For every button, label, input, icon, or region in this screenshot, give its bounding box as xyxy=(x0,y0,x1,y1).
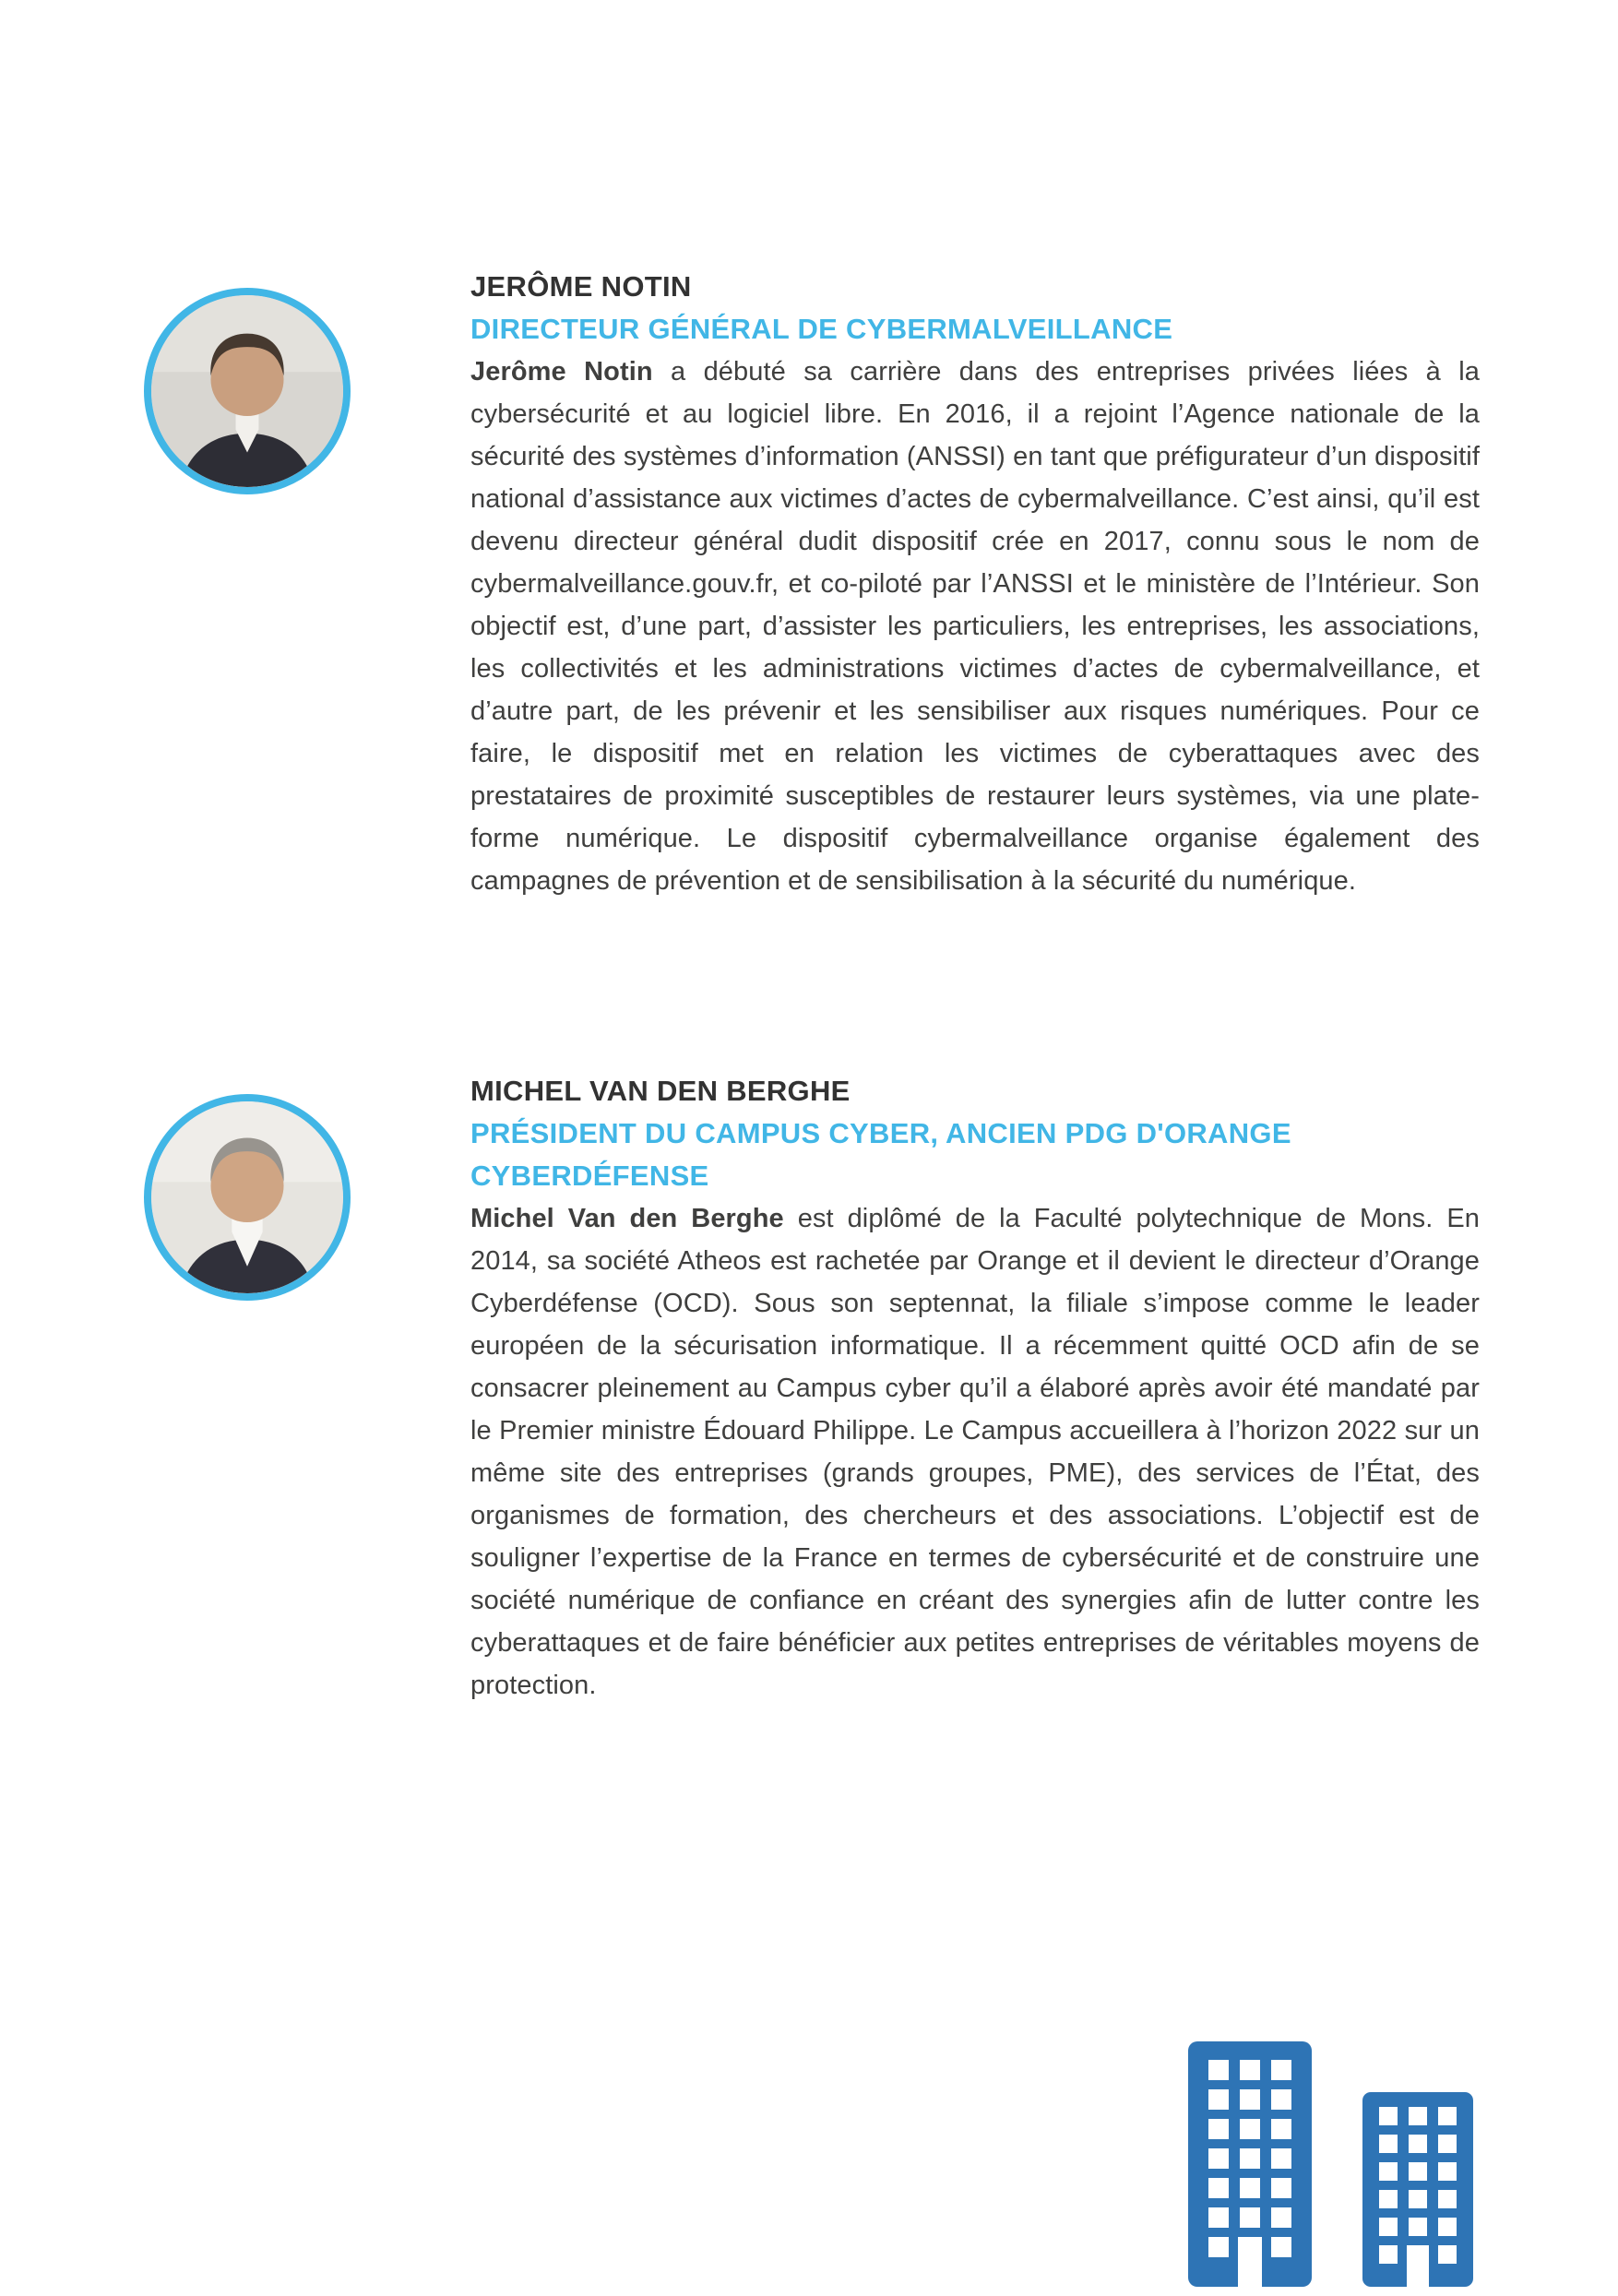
bio-paragraph xyxy=(470,1197,1480,1707)
building-icon xyxy=(1362,2092,1473,2287)
bio-title: DIRECTEUR GÉNÉRAL DE CYBERMALVEILLANCE xyxy=(470,313,1173,345)
portrait-jerome-notin xyxy=(144,288,351,494)
portrait-michel-van-den-berghe xyxy=(144,1094,351,1301)
portrait-photo-placeholder xyxy=(151,295,343,487)
portrait-photo-placeholder xyxy=(151,1101,343,1293)
bio-paragraph xyxy=(470,351,1480,902)
bio-body-text: a débuté sa carrière dans des entreprises privées liées à la cybersécurité et au logiciel libre. En 2016, il a rejoint l’Agence nationale de la sécurité des systèmes d’information (ANSSI) en tant que préfigurateur d’un dispositif national d’assistance aux victimes d’actes de cybermalveillance. C’est ainsi, qu’il est devenu directeur général dudit dispositif crée en 2017, connu sous le nom de cybermalveillance.gouv.fr, et co-piloté par l’ANSSI et le ministère de l’Intérieur. Son objectif est, d’une part, d’assister les particuliers, les entreprises, les associations, les collectivités et les administrations victimes d’actes de cybermalveillance, et d’autre part, de les prévenir et les sensibiliser aux risques numériques. Pour ce faire, le dispositif met en relation les victimes de cyberattaques avec des prestataires de proximité susceptibles de restaurer leurs systèmes, via une plate-forme numérique. Le dispositif cybermalveillance organise également des campagnes de prévention et de sensibilisation à la sécurité du numérique. xyxy=(470,357,1480,896)
bio-section-jerome-notin xyxy=(470,266,1480,902)
bio-body-text: est diplômé de la Faculté polytechnique de Mons. En 2014, sa société Atheos est rachetée par Orange et il devient le directeur d’Orange Cyberdéfense (OCD). Sous son septennat, la filiale s’impose comme le leader européen de la sécurisation informatique. Il a récemment quitté OCD afin de se consacrer pleinement au Campus cyber qu’il a élaboré après avoir été mandaté par le Premier ministre Édouard Philippe. Le Campus accueillera à l’horizon 2022 sur un même site des entreprises (grands groupes, PME), des services de l’État, des organismes de formation, des chercheurs et des associations. L’objectif est de souligner l’expertise de la France en termes de cybersécurité et de construire une société numérique de confiance en créant des synergies afin de lutter contre les cyberattaques et de faire bénéficier aux petites entreprises de véritables moyens de protection. xyxy=(470,1204,1480,1700)
building-icon xyxy=(1188,2041,1312,2287)
bio-title: PRÉSIDENT DU CAMPUS CYBER, ANCIEN PDG D'ORANGE CYBERDÉFENSE xyxy=(470,1117,1291,1192)
bio-name: MICHEL VAN DEN BERGHE xyxy=(470,1075,851,1107)
bio-lead-name: Jerôme Notin xyxy=(470,357,653,387)
bio-name: JERÔME NOTIN xyxy=(470,270,692,303)
bio-section-michel-van-den-berghe xyxy=(470,1070,1480,1707)
building-short-icon xyxy=(1362,2092,1473,2287)
bio-lead-name: Michel Van den Berghe xyxy=(470,1204,784,1233)
building-tall-icon xyxy=(1188,2041,1312,2287)
